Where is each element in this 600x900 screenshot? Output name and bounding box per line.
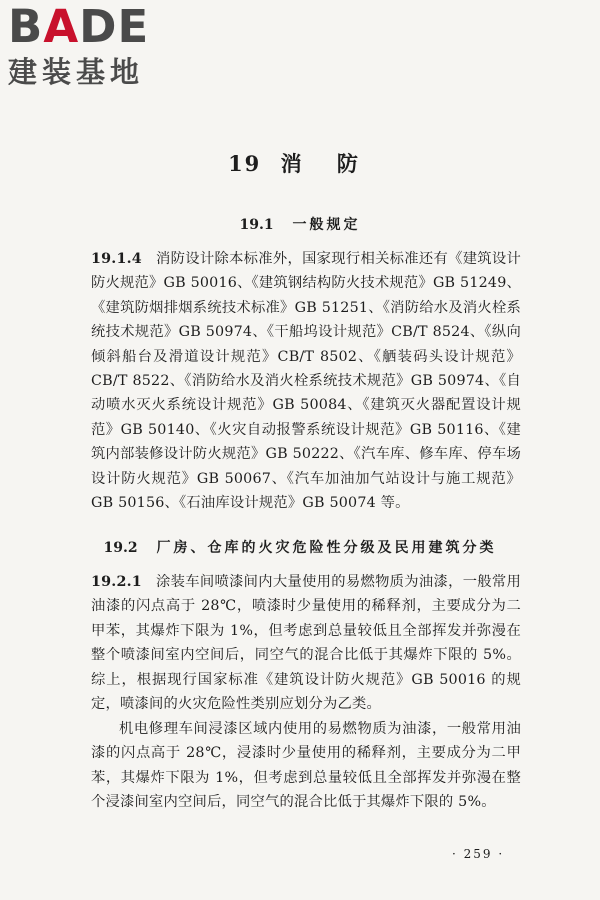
clause-19-1-4 bbox=[91, 247, 521, 515]
chapter-name: 消 防 bbox=[280, 151, 372, 176]
logo-wordmark bbox=[8, 0, 178, 53]
clause-19-2-1-continued bbox=[91, 717, 521, 815]
section-name: 厂房、仓库的火灾危险性分级及民用建筑分类 bbox=[156, 540, 497, 556]
logo-letter-b: B bbox=[8, 0, 44, 53]
logo-letter-a: A bbox=[43, 0, 80, 53]
section-heading-19-2 bbox=[0, 537, 600, 557]
logo-subtitle: 建装基地 bbox=[8, 55, 145, 89]
section-number: 19.1 bbox=[239, 217, 274, 233]
logo-letter-e: E bbox=[117, 0, 150, 53]
section-name: 一般规定 bbox=[292, 217, 361, 233]
logo-letter-d: D bbox=[79, 0, 118, 53]
clause-19-2-1 bbox=[91, 570, 521, 716]
bade-logo bbox=[8, 0, 178, 89]
clause-number: 19.2.1 bbox=[91, 574, 142, 590]
section-number: 19.2 bbox=[103, 540, 138, 556]
clause-number: 19.1.4 bbox=[91, 251, 142, 267]
clause-text: 机电修理车间浸漆区域内使用的易燃物质为油漆，一般常用油漆的闪点高于 28℃，浸漆时少量使用的稀释剂，主要成分为二甲苯，其爆炸下限为 1%，但考虑到总量较低且全部挥发并弥漫在整个浸漆间室内空间后，同空气的混合比低于其爆炸下限的 5%。 bbox=[91, 721, 521, 811]
chapter-number: 19 bbox=[228, 151, 262, 176]
chapter-title bbox=[0, 148, 600, 178]
clause-text: 涂装车间喷漆间内大量使用的易燃物质为油漆，一般常用油漆的闪点高于 28℃，喷漆时少量使用的稀释剂，主要成分为二甲苯，其爆炸下限为 1%，但考虑到总量较低且全部挥发并弥漫在整个喷漆间室内空间后，同空气的混合比低于其爆炸下限的 5%。综上，根据现行国家标准《建筑设计防火规范》GB 50016 的规定，喷漆间的火灾危险性类别应划分为乙类。 bbox=[91, 574, 521, 713]
section-heading-19-1 bbox=[0, 214, 600, 234]
page-number: · 259 · bbox=[452, 847, 505, 861]
clause-text: 消防设计除本标准外，国家现行相关标准还有《建筑设计防火规范》GB 50016、《建筑钢结构防火技术规范》GB 51249、《建筑防烟排烟系统技术标准》GB 51251、《消防给水及消火栓系统技术规范》GB 50974、《干船坞设计规范》CB/T 8524、《纵向倾斜船台及滑道设计规范》CB/T 8502、《舾装码头设计规范》CB/T 8522、《消防给水及消火栓系统技术规范》GB 50974、《自动喷水灭火系统设计规范》GB 50084、《建筑灭火器配置设计规范》GB 50140、《火灾自动报警系统设计规范》GB 50116、《建筑内部装修设计防火规范》GB 50222、《汽车库、修车库、停车场设计防火规范》GB 50067、《汽车加油加气站设计与施工规范》GB 50156、《石油库设计规范》GB 50074 等。 bbox=[91, 251, 521, 512]
